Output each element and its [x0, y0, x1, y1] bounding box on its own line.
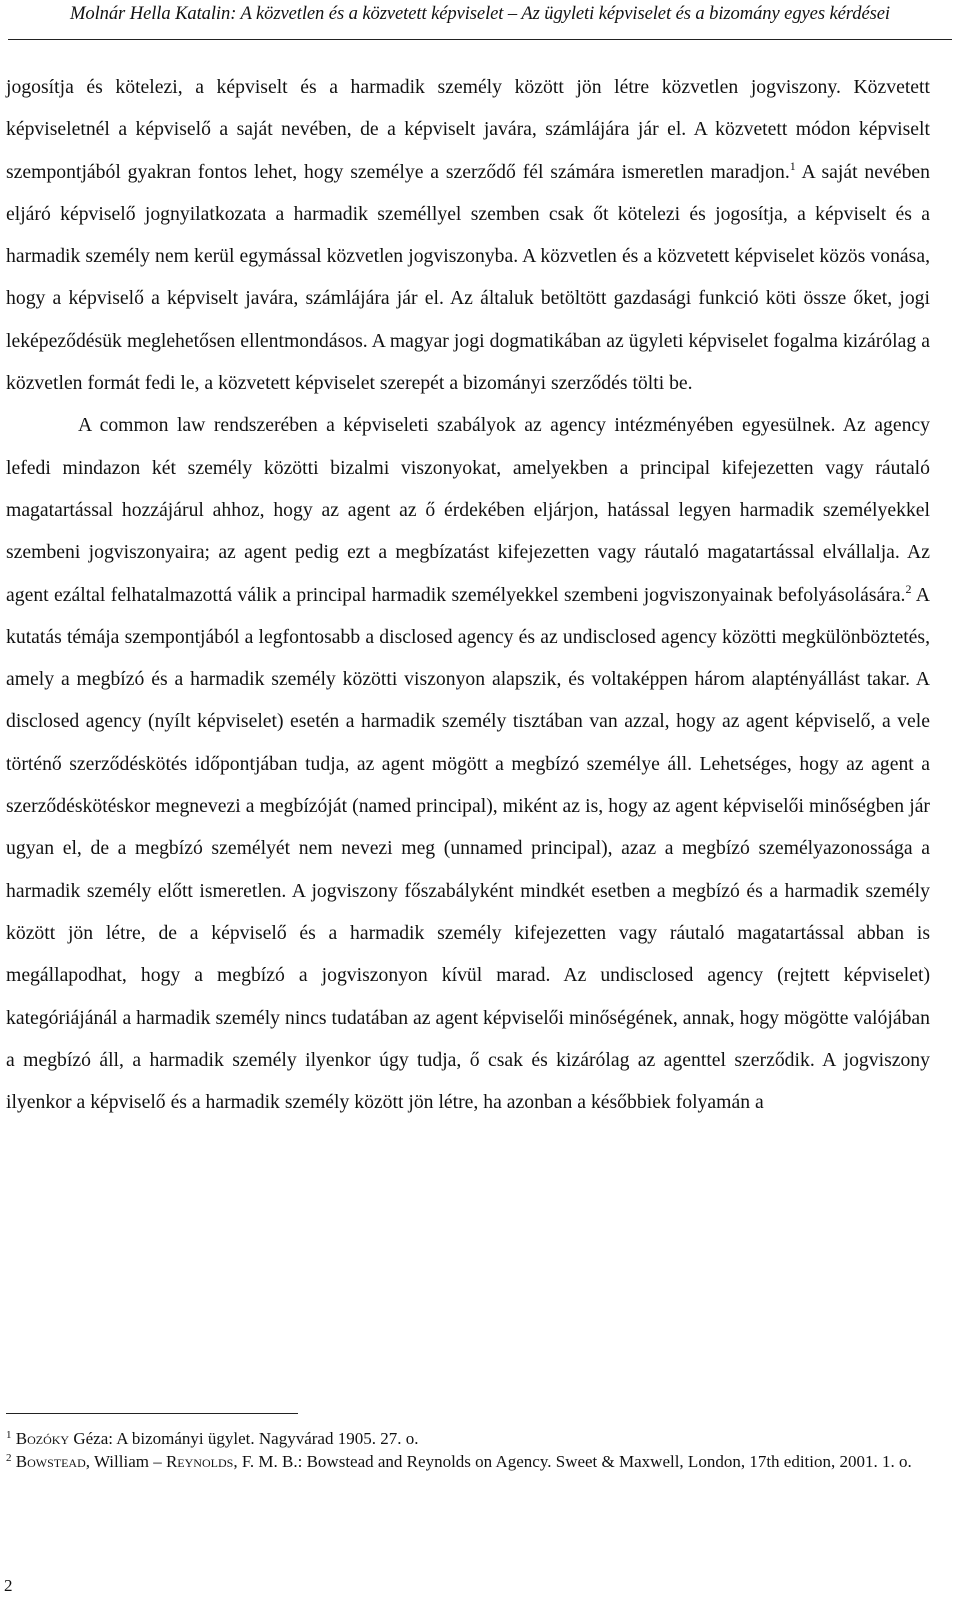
footnote-2 — [6, 1450, 930, 1473]
footnote-1 — [6, 1427, 930, 1450]
paragraph-1-text-b: A saját nevében eljáró képviselő jognyilatkozata a harmadik személlyel szemben csak őt kötelezi és jogosítja, a képviselt és a harmadik személy nem kerül egymással közvetlen jogviszonyba. A közvetlen és a közvetett képviselet közös vonása, hogy a képviselő a képviselt javára, számlájára jár el. Az általuk betöltött gazdasági funkció köti össze őket, jogi leképeződésük meglehetősen ellentmondásos. A magyar jogi dogmatikában az ügyleti képviselet fogalma kizárólag a közvetlen formát fedi le, a közvetett képviselet szerepét a bizományi szerződés tölti be. — [6, 160, 930, 395]
paragraph-1-text-a: jogosítja és kötelezi, a képviselt és a harmadik személy között jön létre közvetlen jogviszony. Közvetett képviseletnél a képviselő a saját nevében, de a képviselt javára, számlájára jár el. A közvetett módon képviselt szempontjából gyakran fontos lehet, hogy személye a szerződő fél számára ismeretlen maradjon. — [6, 76, 930, 183]
header-rule — [8, 39, 952, 40]
footnote-1-author: Bozóky — [15, 1429, 70, 1448]
running-header — [0, 2, 960, 26]
footnote-2-author-2-rest: , F. M. B.: — [233, 1452, 303, 1471]
footnote-separator — [6, 1413, 298, 1414]
page-number: 2 — [4, 1576, 13, 1595]
header-author: Molnár Hella Katalin: — [70, 3, 237, 24]
footnotes — [6, 1427, 930, 1473]
footnote-2-author-2: Reynolds — [165, 1452, 234, 1471]
paragraph-2-text-a: A common law rendszerében a képviseleti szabályok az agency intézményében egyesülnek. Az agency lefedi mindazon két személy közötti bizalmi viszonyokat, amelyekben a principal kifejezetten vagy ráutaló magatartással hozzájárul ahhoz, hogy az agent az ő érdekében eljárjon, hatással legyen harmadik személyekkel szembeni jogviszonyaira; az agent pedig ezt a megbízatást kifejezetten vagy ráutaló magatartással elvállalja. Az agent ezáltal felhatalmazottá válik a principal harmadik személyekkel szembeni jogviszonyainak befolyásolására. — [6, 414, 930, 606]
paragraph-2 — [6, 404, 930, 1123]
footnote-1-text: A bizományi ügylet. Nagyvárad 1905. 27. o. — [112, 1429, 419, 1448]
footnote-1-author-rest: Géza: — [69, 1429, 113, 1448]
footnote-2-author: Bowstead — [15, 1452, 86, 1471]
footnote-ref-1[interactable]: 1 — [789, 158, 796, 173]
footnote-ref-2[interactable]: 2 — [905, 581, 912, 596]
footnote-number-2: 2 — [6, 1452, 12, 1464]
footnote-2-author-rest: , William – — [85, 1452, 166, 1471]
paragraph-1 — [6, 66, 930, 404]
footnote-number-1: 1 — [6, 1429, 12, 1441]
paragraph-2-text-b: A kutatás témája szempontjából a legfontosabb a disclosed agency és az undisclosed agency közötti megkülönböztetés, amely a megbízó és a harmadik személy közötti viszonyon alapszik, és voltaképpen három alaptényállást takar. A disclosed agency (nyílt képviselet) esetén a harmadik személy tisztában van azzal, hogy az agent képviselő, a vele történő szerződéskötés időpontjában tudja, az agent mögött a megbízó személye áll. Lehetséges, hogy az agent a szerződéskötéskor megnevezi a megbízóját (named principal), miként az is, hogy az agent képviselői minőségben jár ugyan el, de a megbízó személyét nem nevezi meg (unnamed principal), azaz a megbízó személyazonossága a harmadik személy előtt ismeretlen. A jogviszony főszabályként mindkét esetben a megbízó és a harmadik személy között jön létre, de a képviselő és a harmadik személy kifejezetten vagy ráutaló magatartással abban is megállapodhat, hogy a megbízó a jogviszonyon kívül marad. Az undisclosed agency (rejtett képviselet) kategóriájánál a harmadik személy nincs tudatában az agent képviselői minőségének, annak, hogy mögötte valójában a megbízó áll, a harmadik személy ilyenkor úgy tudja, ő csak és kizárólag az agenttel szerződik. A jogviszony ilyenkor a képviselő és a harmadik személy között jön létre, ha azonban a későbbiek folyamán a — [6, 583, 930, 1114]
body-text — [6, 66, 930, 1123]
header-title: A közvetlen és a közvetett képviselet – Az ügyleti képviselet és a bizomány egyes kérdései — [240, 3, 890, 24]
footnote-2-text: Bowstead and Reynolds on Agency. Sweet & Maxwell, London, 17th edition, 2001. 1. o. — [302, 1452, 912, 1471]
